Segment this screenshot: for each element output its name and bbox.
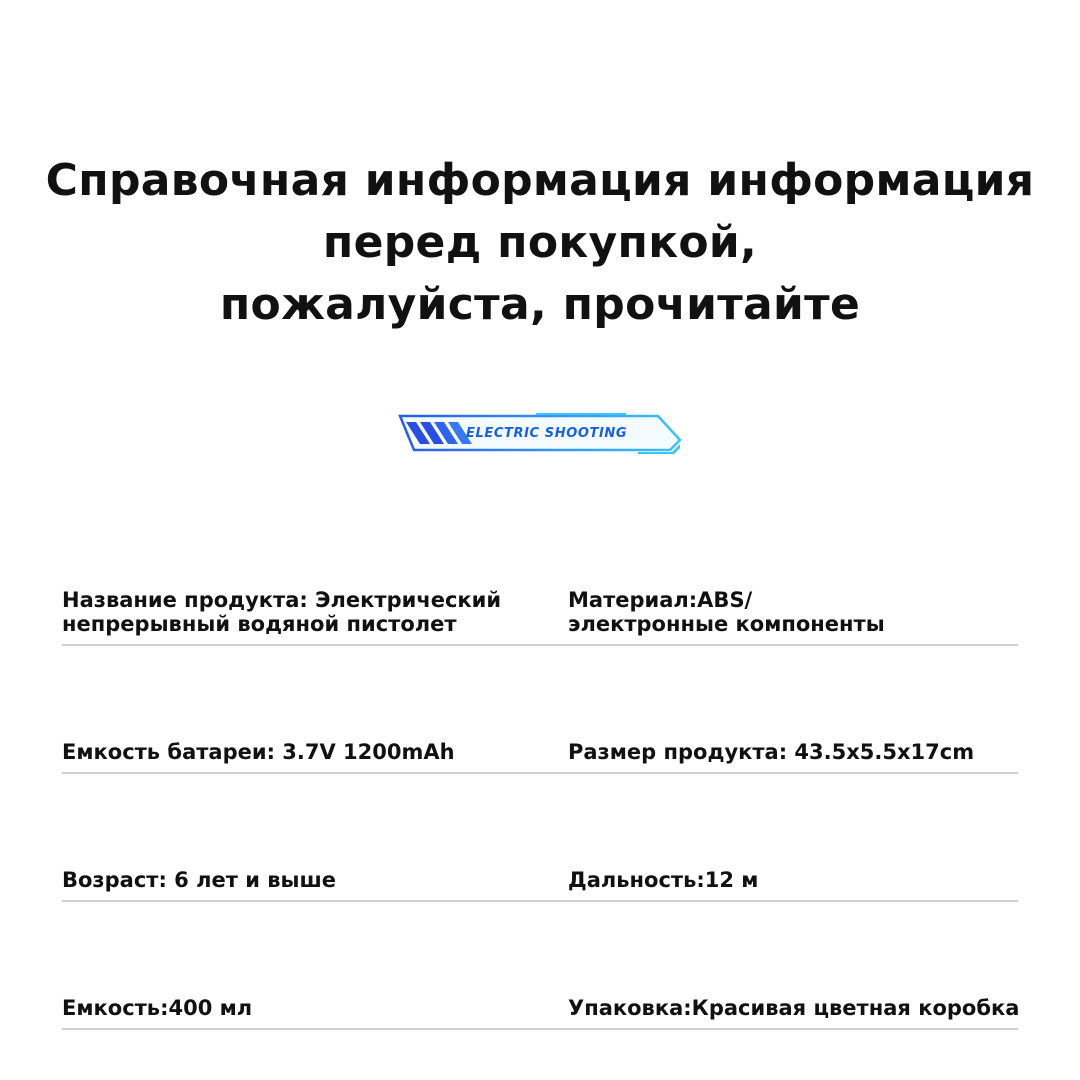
spec-battery: Емкость батареи: 3.7V 1200mAh [62, 740, 455, 764]
spec-product-name: Название продукта: Электрический непрерывный водяной пистолет [62, 588, 502, 636]
spec-row [62, 902, 1018, 1030]
spec-size: Размер продукта: 43.5x5.5x17cm [568, 740, 975, 764]
electric-shooting-badge [396, 412, 684, 456]
spec-capacity: Емкость:400 мл [62, 996, 253, 1020]
spec-table [62, 540, 1018, 1030]
headline-line-1: Справочная информация информация [45, 155, 1035, 206]
spec-row [62, 540, 1018, 646]
spec-row [62, 646, 1018, 774]
headline-line-3: пожалуйста, прочитайте [219, 279, 861, 330]
page-headline [0, 150, 1080, 336]
spec-row [62, 774, 1018, 902]
headline-line-2: перед покупкой, [322, 217, 758, 268]
spec-range: Дальность:12 м [568, 868, 759, 892]
spec-packaging: Упаковка:Красивая цветная коробка [568, 996, 1020, 1020]
spec-age: Возраст: 6 лет и выше [62, 868, 337, 892]
spec-material: Материал:ABS/ электронные компоненты [568, 588, 885, 636]
badge-label: ELECTRIC SHOOTING [466, 426, 628, 441]
